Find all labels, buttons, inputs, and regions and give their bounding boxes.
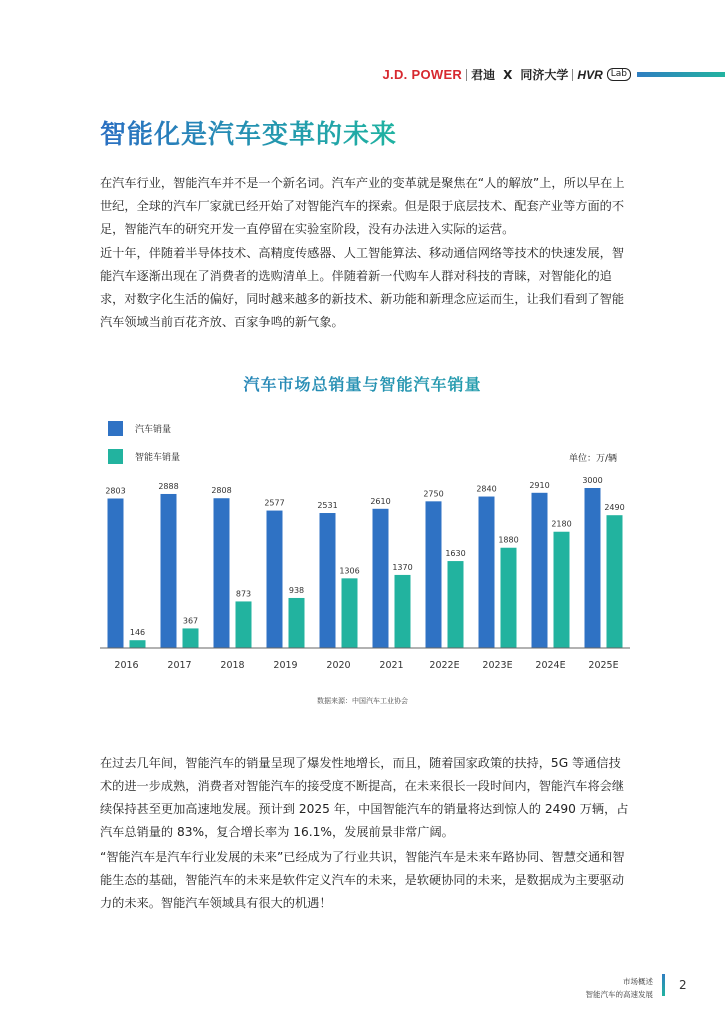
bar-total-2024E bbox=[532, 493, 548, 648]
x-tick-label-2021: 2021 bbox=[379, 660, 404, 671]
legend-swatch-smart bbox=[108, 449, 123, 464]
bar-total-2020 bbox=[320, 513, 336, 648]
x-tick-label-2016: 2016 bbox=[114, 660, 139, 671]
x-tick-label-2019: 2019 bbox=[273, 660, 298, 671]
data-label-total-2021: 2610 bbox=[370, 496, 391, 506]
header-separator bbox=[466, 69, 467, 81]
bar-smart-2024E bbox=[554, 532, 570, 648]
data-label-smart-2025E: 2490 bbox=[604, 503, 625, 513]
bar-total-2025E bbox=[585, 488, 601, 648]
bar-total-2019 bbox=[267, 511, 283, 648]
paragraph-4: “智能汽车是汽车行业发展的未来”已经成为了行业共识，智能汽车是未来车路协同、智慧交通和智能生态的基础，智能汽车的未来是软件定义汽车的未来，是软硬协同的未来，是数据成为主要驱动力的未来。智能汽车领域具有很大的机遇！ bbox=[100, 850, 625, 910]
chart-unit-label: 单位：万/辆 bbox=[568, 454, 617, 464]
x-tick-label-2020: 2020 bbox=[326, 660, 351, 671]
page-number: 2 bbox=[679, 978, 687, 992]
data-label-smart-2020: 1306 bbox=[339, 566, 360, 576]
header-connector: X bbox=[503, 67, 513, 82]
jundi-logo: 君迪 bbox=[471, 68, 496, 82]
x-tick-label-2023E: 2023E bbox=[482, 660, 513, 671]
data-label-smart-2019: 938 bbox=[288, 585, 305, 595]
data-label-total-2023E: 2840 bbox=[476, 484, 497, 494]
data-label-smart-2022E: 1630 bbox=[445, 549, 466, 559]
footer-accent-bar bbox=[662, 974, 665, 996]
bar-smart-2018 bbox=[236, 601, 252, 648]
hvr-logo: HVR bbox=[577, 67, 603, 82]
x-tick-label-2017: 2017 bbox=[167, 660, 192, 671]
paragraph-1: 在汽车行业，智能汽车并不是一个新名词。汽车产业的变革就是聚焦在“人的解放”上，所以早在上世纪，全球的汽车厂家就已经开始了对智能汽车的探索。但是限于底层技术、配套产业等方面的不足，智能汽车的研究开发一直停留在实验室阶段，没有办法进入实际的运营。 bbox=[100, 176, 625, 236]
bar-total-2021 bbox=[373, 509, 389, 648]
data-label-smart-2017: 367 bbox=[182, 616, 199, 626]
footer-subsection: 智能汽车的高速发展 bbox=[585, 990, 653, 999]
legend-swatch-total bbox=[108, 421, 123, 436]
data-label-smart-2024E: 2180 bbox=[551, 519, 572, 529]
paragraph-2: 近十年，伴随着半导体技术、高精度传感器、人工智能算法、移动通信网络等技术的快速发展，智能汽车逐渐出现在了消费者的选购清单上。伴随着新一代购车人群对科技的青睐，对智能化的追求，对数字化生活的偏好，同时越来越多的新技术、新功能和新理念应运而生，让我们看到了智能汽车领域当前百花齐放、百家争鸣的新气象。 bbox=[100, 246, 625, 329]
header-separator-2 bbox=[572, 69, 573, 81]
legend-label-smart: 智能车销量 bbox=[135, 453, 181, 463]
data-label-total-2019: 2577 bbox=[264, 498, 285, 508]
bar-total-2016 bbox=[108, 499, 124, 648]
jd-power-logo: J.D. POWER bbox=[382, 67, 463, 82]
legend-item-smart bbox=[108, 449, 180, 464]
bar-smart-2019 bbox=[289, 598, 305, 648]
paragraph-3: 在过去几年间，智能汽车的销量呈现了爆发性地增长，而且，随着国家政策的扶持，5G 等通信技术的进一步成熟，消费者对智能汽车的接受度不断提高，在未来很长一段时间内，智能汽车将会继续保持甚至更加高速地发展。预计到 2025 年，中国智能汽车的销量将达到惊人的 2490 万辆，占汽车总销量的 83%，复合增长率为 16.1%，发展前景非常广阔。 bbox=[100, 756, 629, 839]
bar-smart-2022E bbox=[448, 561, 464, 648]
data-label-total-2020: 2531 bbox=[317, 501, 338, 511]
x-tick-label-2024E: 2024E bbox=[535, 660, 566, 671]
bar-chart bbox=[100, 470, 630, 680]
data-label-total-2016: 2803 bbox=[105, 486, 126, 496]
bar-total-2023E bbox=[479, 497, 495, 648]
bar-smart-2020 bbox=[342, 578, 358, 648]
data-label-total-2024E: 2910 bbox=[529, 480, 550, 490]
data-label-smart-2023E: 1880 bbox=[498, 535, 519, 545]
data-label-smart-2021: 1370 bbox=[392, 562, 413, 572]
bar-smart-2016 bbox=[130, 640, 146, 648]
page-footer bbox=[586, 975, 654, 1001]
header-accent-bar bbox=[637, 72, 725, 77]
data-label-total-2022E: 2750 bbox=[423, 489, 444, 499]
bar-total-2018 bbox=[214, 498, 230, 648]
data-label-smart-2018: 873 bbox=[235, 589, 252, 599]
bar-smart-2017 bbox=[183, 628, 199, 648]
bar-smart-2025E bbox=[607, 515, 623, 648]
chart-title: 汽车市场总销量与智能汽车销量 bbox=[0, 372, 725, 395]
tongji-logo: 同济大学 bbox=[520, 68, 569, 82]
bar-smart-2021 bbox=[395, 575, 411, 648]
footer-section: 市场概述 bbox=[623, 977, 653, 986]
legend-label-total: 汽车销量 bbox=[135, 425, 172, 435]
bar-total-2022E bbox=[426, 501, 442, 648]
data-label-total-2018: 2808 bbox=[211, 486, 232, 496]
chart-legend bbox=[108, 421, 180, 477]
data-label-total-2025E: 3000 bbox=[582, 476, 603, 485]
page-title: 智能化是汽车变革的未来 bbox=[100, 114, 397, 151]
x-tick-label-2025E: 2025E bbox=[588, 660, 619, 671]
bar-total-2017 bbox=[161, 494, 177, 648]
legend-item-total bbox=[108, 421, 180, 436]
data-label-total-2017: 2888 bbox=[158, 481, 179, 491]
lab-badge: Lab bbox=[607, 68, 631, 81]
x-tick-label-2022E: 2022E bbox=[429, 660, 460, 671]
x-tick-label-2018: 2018 bbox=[220, 660, 245, 671]
header-logos bbox=[383, 66, 631, 83]
chart-source: 数据来源：中国汽车工业协会 bbox=[317, 697, 408, 705]
bar-smart-2023E bbox=[501, 548, 517, 648]
data-label-smart-2016: 146 bbox=[129, 628, 146, 638]
